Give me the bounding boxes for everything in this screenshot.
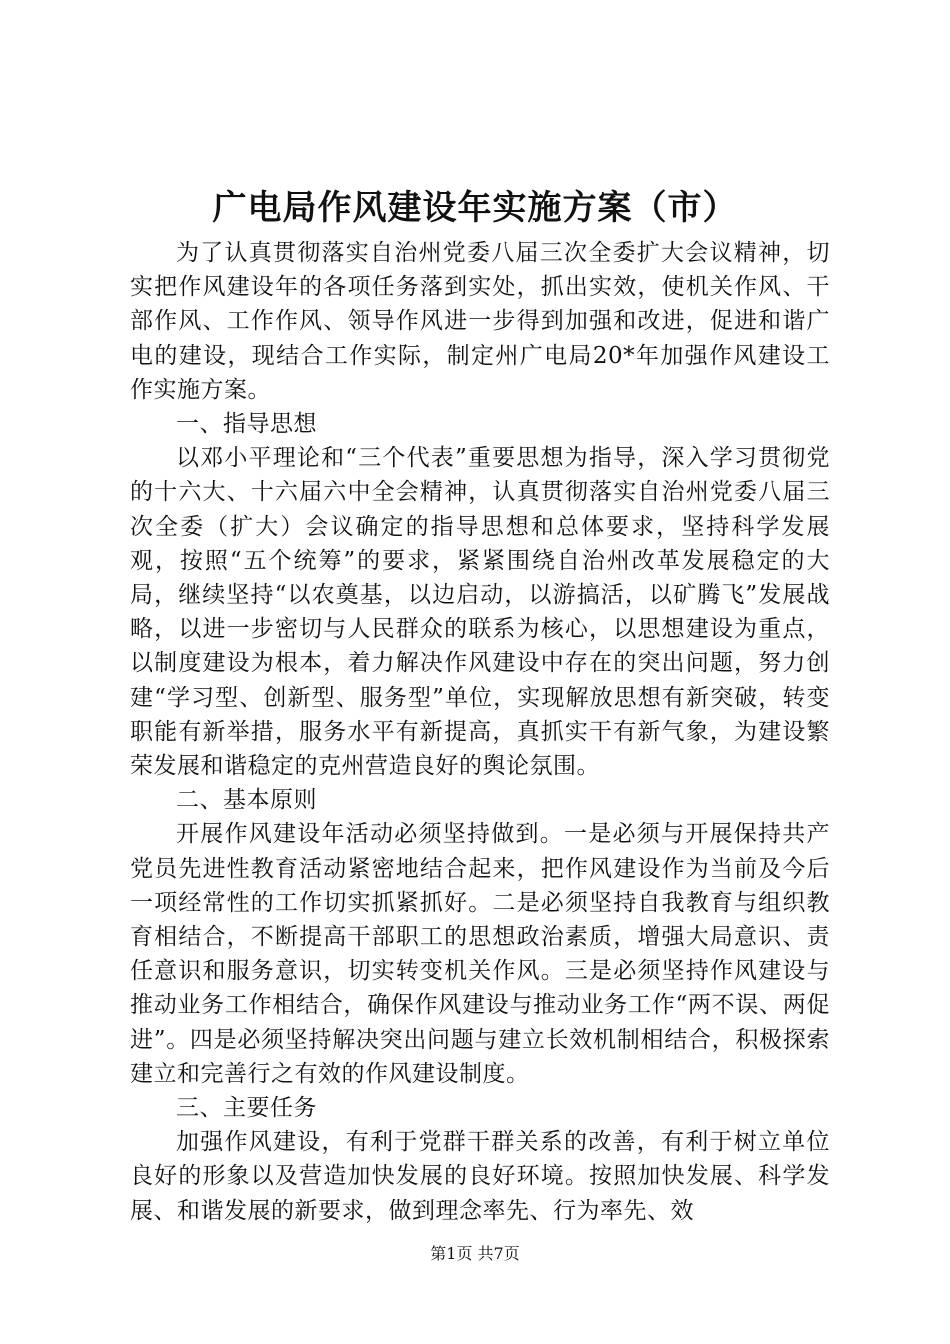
document-title: 广电局作风建设年实施方案（市） bbox=[212, 188, 738, 228]
document-body bbox=[130, 236, 830, 1228]
page-footer: 第1页 共7页 bbox=[430, 1244, 520, 1263]
section-paragraph-basic-principles: 开展作风建设年活动必须坚持做到。一是必须与开展保持共产党员先进性教育活动紧密地结合起来，把作风建设作为当前及今后一项经常性的工作切实抓紧抓好。二是必须坚持自我教育与组织教育相结合，不断提高干部职工的思想政治素质，增强大局意识、责任意识和服务意识，切实转变机关作风。三是必须坚持作风建设与推动业务工作相结合，确保作风建设与推动业务工作“两不误、两促进”。四是必须坚持解决突出问题与建立长效机制相结合，积极探索建立和完善行之有效的作风建设制度。 bbox=[130, 821, 830, 1087]
section-heading-main-tasks: 三、主要任务 bbox=[176, 1095, 317, 1122]
section-paragraph-main-tasks: 加强作风建设，有利于党群干群关系的改善，有利于树立单位良好的形象以及营造加快发展的良好环境。按照加快发展、科学发展、和谐发展的新要求，做到理念率先、行为率先、效 bbox=[130, 1129, 830, 1224]
intro-paragraph: 为了认真贯彻落实自治州党委八届三次全委扩大会议精神，切实把作风建设年的各项任务落到实处，抓出实效，使机关作风、干部作风、工作作风、领导作风进一步得到加强和改进，促进和谐广电的建设，现结合工作实际，制定州广电局20*年加强作风建设工作实施方案。 bbox=[130, 240, 830, 403]
section-paragraph-guiding-ideology: 以邓小平理论和“三个代表”重要思想为指导，深入学习贯彻党的十六大、十六届六中全会精神，认真贯彻落实自治州党委八届三次全委（扩大）会议确定的指导思想和总体要求，坚持科学发展观，按照“五个统筹”的要求，紧紧围绕自治州改革发展稳定的大局，继续坚持“以农奠基，以边启动，以游搞活，以矿腾飞”发展战略，以进一步密切与人民群众的联系为核心，以思想建设为重点，以制度建设为根本，着力解决作风建设中存在的突出问题，努力创建“学习型、创新型、服务型”单位，实现解放思想有新突破，转变职能有新举措，服务水平有新提高，真抓实干有新气象，为建设繁荣发展和谐稳定的克州营造良好的舆论氛围。 bbox=[130, 445, 830, 780]
section-heading-basic-principles: 二、基本原则 bbox=[176, 787, 317, 814]
section-heading-guiding-ideology: 一、指导思想 bbox=[176, 411, 317, 438]
